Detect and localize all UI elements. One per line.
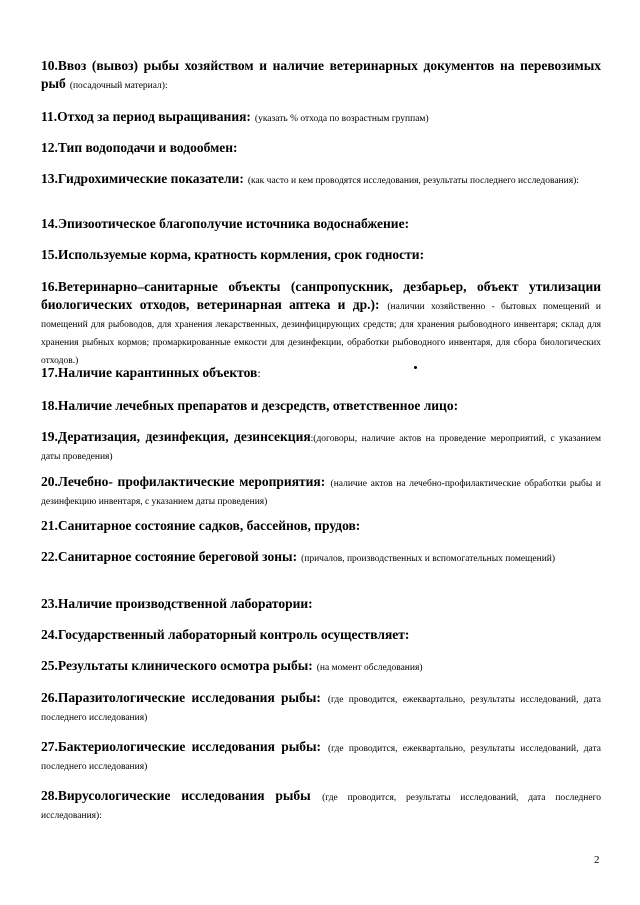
item-note: : bbox=[257, 366, 261, 380]
item-heading: 19.Дератизация, дезинфекция, дезинсекция bbox=[41, 429, 311, 444]
item-17 bbox=[41, 364, 601, 382]
item-heading: 26.Паразитологические исследования рыбы: bbox=[41, 690, 321, 705]
item-heading: 28.Вирусологические исследования рыбы bbox=[41, 788, 311, 803]
item-heading: 25.Результаты клинического осмотра рыбы: bbox=[41, 658, 313, 673]
item-26 bbox=[41, 689, 601, 725]
item-note: (где проводится, результаты исследований, дата последнего исследования): bbox=[41, 793, 601, 821]
item-heading: 15.Используемые корма, кратность кормления, срок годности: bbox=[41, 247, 425, 262]
item-heading: 24.Государственный лабораторный контроль осуществляет: bbox=[41, 627, 410, 642]
item-25 bbox=[41, 657, 601, 675]
page-number: 2 bbox=[594, 854, 600, 866]
item-heading: 11.Отход за период выращивания: bbox=[41, 109, 251, 124]
item-10 bbox=[41, 57, 601, 93]
item-23 bbox=[41, 595, 601, 613]
item-heading: 10.Ввоз (вывоз) рыбы хозяйством и наличие ветеринарных документов на перевозимых рыб bbox=[41, 58, 601, 91]
item-heading: 14.Эпизоотическое благополучие источника водоснабжение: bbox=[41, 216, 410, 231]
item-note: :(договоры, наличие актов на проведение мероприятий, с указанием даты проведения) bbox=[41, 434, 601, 462]
item-24 bbox=[41, 626, 601, 644]
item-heading: 17.Наличие карантинных объектов bbox=[41, 365, 258, 380]
item-heading: 21.Санитарное состояние садков, бассейнов, прудов: bbox=[41, 518, 361, 533]
item-12 bbox=[41, 139, 601, 157]
item-13 bbox=[41, 170, 601, 188]
item-note: (наличии хозяйственно - бытовых помещений и помещений для рыбоводов, для хранения лекарственных, дезинфицирующих средств; для хранения рыбоводного инвентаря; склад для хранения рыбных кормов; промаркированные емкости для дезинфекции, обработки рыбоводного инвентаря, для сбора биологических отходов.) bbox=[41, 302, 602, 366]
item-20 bbox=[41, 473, 601, 509]
item-11 bbox=[41, 108, 601, 126]
item-16 bbox=[41, 278, 601, 368]
item-note: (на момент обследования) bbox=[316, 663, 423, 673]
item-heading: 22.Санитарное состояние береговой зоны: bbox=[41, 549, 298, 564]
item-heading: 12.Тип водоподачи и водообмен: bbox=[41, 140, 238, 155]
item-heading: 18.Наличие лечебных препаратов и дезсредств, ответственное лицо: bbox=[41, 398, 459, 413]
item-heading: 16.Ветеринарно–санитарные объекты (санпропускник, дезбарьер, объект утилизации биологических отходов, ветеринарная аптека и др.): bbox=[41, 279, 601, 312]
item-19 bbox=[41, 428, 601, 464]
item-heading: 23.Наличие производственной лаборатории: bbox=[41, 596, 313, 611]
item-22 bbox=[41, 548, 601, 566]
item-15 bbox=[41, 246, 601, 264]
item-heading: 20.Лечебно- профилактические мероприятия: bbox=[41, 474, 326, 489]
item-18 bbox=[41, 397, 601, 415]
item-note: (наличие актов на лечебно-профилактические обработки рыбы и дезинфекцию инвентаря, с указанием даты проведения) bbox=[41, 479, 601, 507]
item-14 bbox=[41, 215, 601, 233]
item-note: (где проводится, ежеквартально, результаты исследований, дата последнего исследования) bbox=[41, 744, 602, 772]
item-note: (где проводится, ежеквартально, результаты исследований, дата последнего исследования) bbox=[41, 695, 602, 723]
item-note: (причалов, производственных и вспомогательных помещений) bbox=[301, 554, 556, 564]
item-heading: 27.Бактериологические исследования рыбы: bbox=[41, 739, 322, 754]
item-27 bbox=[41, 738, 601, 774]
item-note: (как часто и кем проводятся исследования, результаты последнего исследования): bbox=[247, 176, 579, 186]
stray-mark bbox=[414, 366, 417, 369]
item-note: (посадочный материал): bbox=[69, 81, 168, 91]
item-28 bbox=[41, 787, 601, 823]
item-21 bbox=[41, 517, 601, 535]
item-heading: 13.Гидрохимические показатели: bbox=[41, 171, 244, 186]
item-note: (указать % отхода по возрастным группам) bbox=[254, 114, 429, 124]
